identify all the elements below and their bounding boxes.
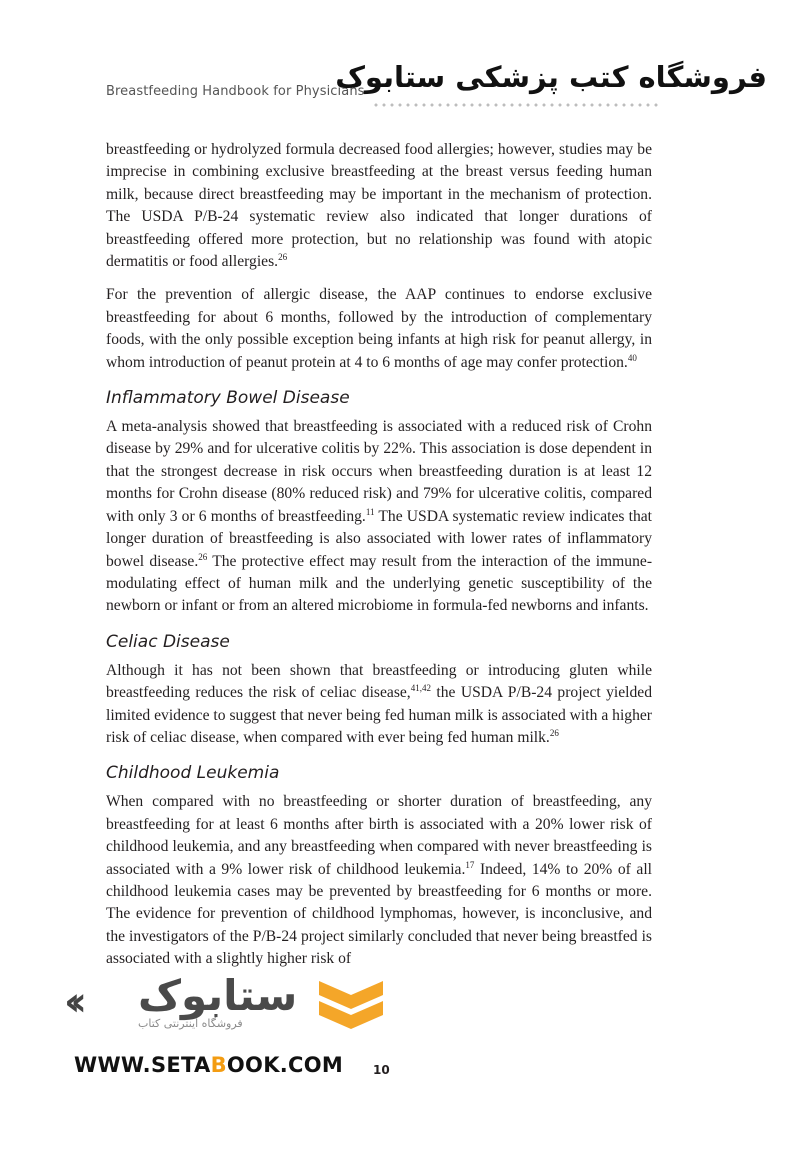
paragraph-text: The USDA systematic review indicates that longer duration of breastfeeding is also associated with lower rates of inflammatory bowel disease.: [106, 507, 652, 570]
reference-superscript: 11: [365, 506, 375, 517]
reference-superscript: 26: [278, 252, 288, 263]
body-text: [106, 139, 652, 982]
paragraph-text: Although it has not been shown that breastfeeding or introducing gluten while breastfeeding reduces the risk of celiac disease,: [106, 661, 652, 702]
paragraph: [106, 660, 652, 750]
paragraph-text: breastfeeding or hydrolyzed formula decreased food allergies; however, studies may be imprecise in combining exclusive breastfeeding at the breast versus feeding human milk, because direct breastfeeding may be important in the mechanism of protection. The USDA P/B-24 systematic review also indicated that longer durations of breastfeeding offered more protection, but no relationship was found with atopic dermatitis or food allergies.: [106, 141, 652, 271]
open-book-icon: [315, 975, 387, 1035]
store-title: فروشگاه کتب پزشکی ستابوک: [335, 60, 767, 94]
site-url-prefix: WWW.SETA: [74, 1053, 211, 1077]
watermark: [60, 965, 360, 1045]
paragraph-text: When compared with no breastfeeding or shorter duration of breastfeeding, any breastfeeding for at least 6 months after birth is associated with a 20% lower risk of childhood leukemia, and any breastfeeding when compared with never breastfeeding is associated with a 9% lower risk of childhood leukemia.: [106, 793, 652, 878]
paragraph: [106, 139, 652, 273]
paragraph-text: A meta-analysis showed that breastfeeding is associated with a reduced risk of Crohn disease by 29% and for ulcerative colitis by 22%. This association is dose dependent in that the strongest decrease in risk occurs when breastfeeding duration is at least 12 months for Crohn disease (80% reduced risk) and 79% for ulcerative colitis, compared with only 3 or 6 months of breastfeeding.: [106, 418, 652, 525]
watermark-logo: ستابوک: [138, 971, 298, 1020]
section-heading-ibd: Inflammatory Bowel Disease: [106, 388, 350, 409]
double-chevron-left-icon: ‹‹: [64, 979, 77, 1025]
site-url-accent: B: [210, 1053, 227, 1077]
reference-superscript: 26: [198, 551, 208, 562]
reference-superscript: 26: [549, 727, 559, 738]
section-heading-leukemia: Childhood Leukemia: [106, 763, 280, 784]
watermark-tagline: فروشگاه اینترنتی کتاب: [138, 1017, 243, 1030]
paragraph: [106, 284, 652, 374]
paragraph-text: The protective effect may result from the interaction of the immune-modulating effect of human milk and the underlying genetic susceptibility of the newborn or infant or from an altered microbiome in formula-fed newborns and infants.: [106, 552, 653, 615]
site-url: [74, 1053, 343, 1077]
site-url-suffix: OOK.COM: [226, 1053, 344, 1077]
section-heading-celiac: Celiac Disease: [106, 631, 230, 652]
paragraph-text: the USDA P/B-24 project yielded limited evidence to suggest that never being fed human milk is associated with a higher risk of celiac disease, when compared with ever being fed human milk.: [106, 684, 652, 746]
paragraph: [106, 791, 652, 970]
reference-superscript: 17: [465, 859, 475, 870]
running-head: Breastfeeding Handbook for Physicians: [106, 84, 365, 99]
paragraph-text: For the prevention of allergic disease, the AAP continues to endorse exclusive breastfeeding for about 6 months, followed by the introduction of complementary foods, with the only possible exception being infants at high risk for peanut allergy, in whom introduction of peanut protein at 4 to 6 months of age may confer protection.: [106, 286, 652, 371]
page-number: 10: [373, 1063, 390, 1077]
paragraph: [106, 416, 652, 618]
reference-superscript: 41,42: [410, 683, 431, 694]
paragraph-text: Indeed, 14% to 20% of all childhood leukemia cases may be prevented by breastfeeding for 6 months or more. The evidence for prevention of childhood lymphomas, however, is inconclusive, and the investigators of the P/B-24 project similarly concluded that never being breastfed is associated with a slightly higher risk of: [106, 860, 652, 968]
reference-superscript: 40: [627, 352, 637, 363]
